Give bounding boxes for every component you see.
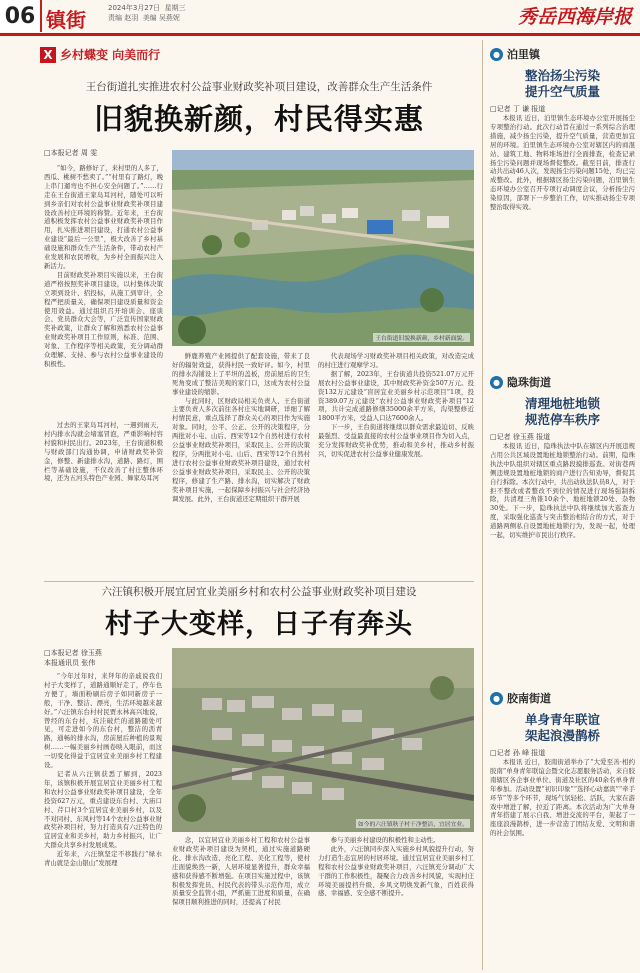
- sidebar-item: [490, 374, 635, 664]
- sidebar-town: 胶南街道: [507, 692, 551, 705]
- sidebar-byline: □记者 丁 谦 报道: [490, 105, 546, 113]
- masthead-meta: [108, 3, 186, 23]
- story2-kicker: 六汪镇积极开展宜居宜业美丽乡村和农村公益事业财政奖补项目建设: [101, 586, 417, 598]
- story2-para: 记者从六汪镇获悉了解到，2023年，该镇积极开展宜居宜业美丽乡村工程和农村公益事业财政奖补项目建设，全年投资627万元，重点建设东台村、大庙口村、芹口村3个宜居宜业美丽乡村，以及不对同村、东风村等14个农村公益事业财政奖补项目村，努力打造具有六汪特色的宜居宜业和美乡村，助力乡村振兴，让广大群众共享乡村发展成果。: [44, 769, 162, 850]
- sidebar-byline: □记者 徐玉燕 报道: [490, 433, 551, 441]
- story2-col1: [44, 672, 162, 967]
- sidebar-para: 本报讯 近日，胶南街道举办了“大爱至善·相约胶南”单身青年联谊会暨文化志愿服务活动，来自胶南辖区各企事业单位、街道及社区的40余名单身青年参加。活动设置“初识印象”“选择心动嘉宾”“牵手环节”等多个环节，现场气氛轻松、活跃，大家在游戏中增进了解，拉近了距离。本次活动为广大单身青年搭建了展示自我、增进交流的平台，架起了一座座浪漫鹊桥，进一步营造了团结友爱、文明和谐的社会氛围。: [490, 758, 635, 838]
- story1-para: 目前财政奖补项目实施以来，王台街道严格按照奖补项目建设，以村集体决策立项到设计、招投标，从施工到审计，全程严把质量关，确保项目建设质量和资金使用效益。通过组织召开培训会、座谈会、党员群众大会等，广泛宣传国家财政奖补政策，让群众了解和熟悉农村公益事业财政奖补项目工作原则，标准、范围、对象、工作程序等相关政策，充分调动群众理解、支持、参与农村公益事业建设的积极性。: [44, 270, 163, 368]
- story1-kicker: 王台街道扎实推进农村公益事业财政奖补项目建设，改善群众生产生活条件: [85, 81, 433, 93]
- sidebar-headline: 单身青年联谊 架起浪漫鹊桥: [524, 712, 600, 743]
- sidebar-headline: 整治扬尘污染 提升空气质量: [524, 68, 600, 99]
- story1-para: 下一步，王台街道将继续以群众需求最迫切、反映最强烈、受益最直接的农村公益事业项目作为切入点，充分发挥财政奖补优势，推动和美乡村，推动乡村振兴，切实促进农村公益事业健康发展。: [318, 423, 474, 458]
- story1-para: 代表现场学习财政奖补项目相关政策，对改造完成的村庄进行观摩学习。: [318, 352, 474, 369]
- story1-photo-caption: 王台街道旧貌换新颜，乡村新面貌。: [373, 333, 470, 342]
- sidebar-para: 本报讯 近日，泊里镇生态环境办公室开展扬尘专项整治行动。此次行动旨在通过一系列综合治理措施，减少扬尘污染，提升空气质量，营造更加宜居的环境。泊里镇生态环境办公室对辖区内的商混站、建筑工地、物料堆场进行全面排查，检查记录扬尘污染问题并现场督促整改。截至目前，排查行动共出动46人次，发现扬尘污染问题15处，均已完成整改。此外，根据辖区扬尘污染问题，泊里镇生态环境办公室召开专项行动调度会议，分析扬尘污染原因，部署下一步整治工作，切实推动扬尘专项整治取得实效。: [490, 114, 635, 212]
- story1-para: “如今，路修好了，来村里的人多了，西瓜、桃树不愁卖了。”“村里有了路灯，晚上串门遛弯也不担心安全问题了。”……行走在王台街道王家岛耳河村，随处可以听到乡亲们对农村公益事业财政奖补项目建设改善村庄环境的称赞。近年来，王台街道积极发挥农村公益事业财政奖补项目作用，扎实推进项目建设，打通农村公益事业建设“最后一公里”，极大改善了乡村基础设施和群众生产生活条件，带动农村产业发展和农民增收，为乡村全面振兴注入新活力。: [44, 164, 163, 270]
- story1-para: 过去的王家岛耳河村，一遇到雨天，村内排水沟就会堵塞冒泡，严重影响村容村貌和村民出行。2023年，王台街道积极与财政部门沟通协调，申请财政奖补资金，修整、新建排水沟，道路、路灯，围栏等基础设施，不仅改善了村庄整体环境，还为五河头特色产业园、舞家岛耳河: [44, 421, 163, 483]
- story2-byline: □本报记者 徐玉燕 本报通讯员 张伟: [44, 649, 102, 667]
- topic-banner: [40, 46, 160, 63]
- topic-title: 乡村蝶变 向美而行: [60, 48, 161, 62]
- story2-para: 近年来，六汪镇坚定不移践行“绿水青山就是金山银山”发展理: [44, 850, 162, 868]
- story1-para: 与此同时，区财政局相关负责人、王台街道主要负责人多次前往各村庄实地调研，详细了解村情民意，重点选择了群众关心的项目作为实施对象。同时，公平、公正、公开的决策程序，分两批对小屯、山后、西宋等12个自然村进行农村公益事业财政奖补项目，采取民主、公开的决策程序，分两批对小屯、山后、西宋等12个自然村进行农村公益事业财政奖补项目建设，通过农村公益事业财政奖补项目，采取民主、公开的决策程序，修建了生产路、排水沟，切实解决了财政奖补项目实施，一起保障乡村振兴与社会经济协调发展。此外，王台街道还定期组织干群开展: [172, 396, 310, 503]
- story1-para: 鲜鹿养殖产业园提供了配套设施，带来了良好的辐射效益，获得村民一致好评。如今，村里的排水沟铺设上了平坦的盖板，房前屋后的卫生死角变成了整洁美观的家门口，这成为农村公益事业建设的缩影。: [172, 352, 310, 396]
- location-pin-icon: ●: [490, 48, 503, 61]
- location-pin-icon: ●: [490, 692, 503, 705]
- story2-para: “今年过年时，来拜年的亲戚说我们村子大变样了，道路通顺好走了，停车也方便了，墙面粉刷后房子如同新房子一般，干净、整洁、漂亮，生活环境越来越好。”六汪镇东台村村民贾永林高兴地说，曾经的东台村，坑洼破烂的道路随处可见，可走进如今的东台村，整洁的沥青路，通畅的排水沟，房前屋后种植的景观树……一幅美丽乡村画卷映入眼前，而这一切变化得益于宜居宜业美丽乡村工程建设。: [44, 672, 162, 770]
- story2-headline: 村子大变样，日子有奔头: [105, 609, 413, 640]
- story2-para: 此外，六汪镇同步深入实施乡村风貌提升行动，努力打造生态宜居的村居环境。通过宜居宜业美丽乡村工程和农村公益事业财政奖补项目，六汪镇充分调动广大干群的工作积极性，凝聚合力改善乡村风貌，实现村庄环境美丽提档升级、乡风文明焕发新气象，百姓获得感、幸福感、安全感不断提升。: [318, 844, 474, 898]
- newspaper-logo: 秀岳西海岸报: [517, 6, 632, 28]
- story1-headline: 旧貌换新颜，村民得实惠: [93, 102, 424, 136]
- story-divider: [44, 581, 474, 582]
- story2-photo-caption: 如今的六汪镇秋子村干净整洁，宜居宜业。: [356, 819, 470, 828]
- story1-para: 据了解，2023年，王台街道共投资521.07万元开展农村公益事业建设，其中财政奖补资金507万元。投资132万元建设“盲居宜业美丽乡村示范项目”1项，投资389.07万元建设“农村公益事业财政奖补项目”12项，共计完成道路修缮35000余平方米，沟渠整修近1800平方米，受益人口达7600余人。: [318, 369, 474, 423]
- story2-para: 参与美丽乡村建设的积极性和主动性。: [330, 836, 440, 844]
- sidebar-town: 泊里镇: [507, 48, 540, 61]
- story1-col1-cont: [44, 421, 163, 577]
- issue-date: 2024年3月27日: [108, 4, 161, 12]
- sidebar-item: [490, 690, 635, 973]
- sidebar-town-title: [490, 46, 635, 62]
- location-pin-icon: ●: [490, 376, 503, 389]
- sidebar-body: [490, 114, 635, 332]
- sidebar-town: 隐珠街道: [507, 376, 551, 389]
- story1-photo: [172, 150, 474, 346]
- topic-x-icon: X: [40, 47, 56, 63]
- story1-byline: □本报记者 周 雯: [44, 149, 98, 157]
- editor-name: 赵羽: [124, 14, 139, 22]
- sidebar-town-title: [490, 690, 635, 706]
- village-aerial-image: [172, 150, 474, 346]
- designer-name: 吴燕妮: [158, 14, 180, 22]
- sidebar-town-title: [490, 374, 635, 390]
- section-name: 镇街: [46, 8, 86, 32]
- sidebar-headline: 清理地桩地锁 规范停车秩序: [524, 396, 600, 427]
- story2-col3: [318, 836, 474, 968]
- masthead-rule: [0, 33, 640, 36]
- story2-photo: [172, 648, 474, 832]
- designer-label: 美编: [142, 14, 157, 22]
- sidebar-para: 本报讯 近日，隐珠执法中队在辖区内开展违规占用公共区域设置地桩地锁整治行动。前期，隐珠执法中队组织对辖区重点路段摸排巡查。对街巷两侧违规设置地桩地锁的商户进行告知劝导，督促其自行拆除。本次行动中，共出动执法队员8人，对于拒不整改或者整改不到位的情况进行现场强制拆除，共清理三角锥10余个、地桩地锁20处、杂物30处。下一步，隐珠执法中队将继续加大巡查力度，采取强化巡查与突击整治相结合的方式，对于道路两侧私自设置地桩地锁行为，发现一起，处理一起，切实维护市民出行秩序。: [490, 442, 635, 540]
- story1-col3: [318, 352, 474, 578]
- sidebar-byline: □记者 孙 峰 报道: [490, 749, 546, 757]
- sidebar-body: [490, 758, 635, 973]
- editor-label: 责编: [108, 14, 122, 22]
- story2-col2: [172, 836, 310, 968]
- sidebar-body: [490, 442, 635, 664]
- page-number: 06: [0, 0, 42, 32]
- village-aerial-image: [172, 648, 474, 832]
- story2-para: 念，以宜居宜业美丽乡村工程和农村公益事业财政奖补项目建设为契机，通过实施道路硬化、排水沟改造、亮化工程、美化工程等，使村庄面貌焕然一新，人居环境显著提升，群众幸福感和获得感不断增强。在项目实施过程中，该镇积极发挥党员、村民代表的带头示范作用，成立质量安全监管小组，严抓施工进度和质量，在确保项目顺利推进的同时，还提高了村民: [172, 836, 310, 907]
- sidebar-item: [490, 46, 635, 332]
- story1-col1: [44, 164, 163, 419]
- story1-col2: [172, 352, 310, 578]
- sidebar-divider: [482, 40, 483, 970]
- weekday: 星期三: [164, 4, 186, 12]
